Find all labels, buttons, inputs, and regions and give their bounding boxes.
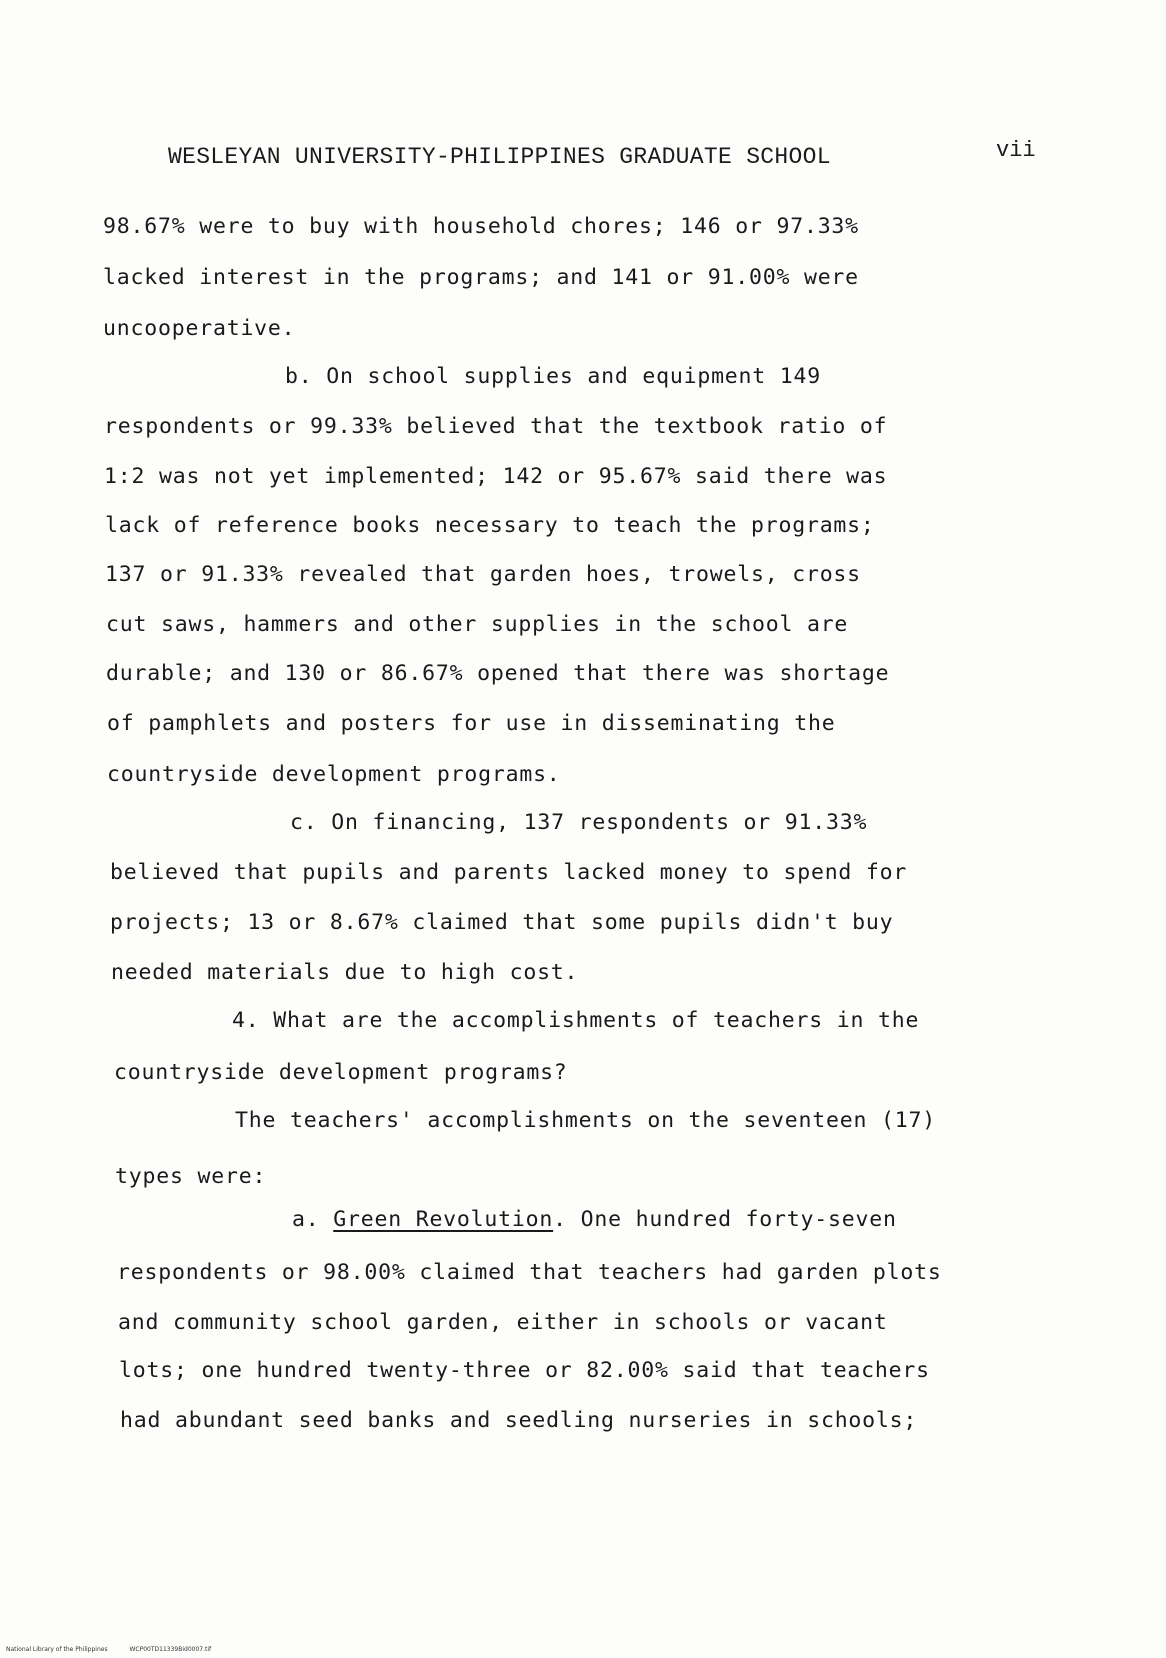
text-line: lacked interest in the programs; and 141 or 91.00% were bbox=[103, 265, 859, 290]
text-line: of pamphlets and posters for use in disseminating the bbox=[107, 711, 836, 736]
text-line: 1:2 was not yet implemented; 142 or 95.67% said there was bbox=[104, 464, 888, 489]
green-revolution-line bbox=[292, 1207, 897, 1232]
text-line: countryside development programs. bbox=[107, 762, 561, 787]
page-header bbox=[168, 138, 1048, 178]
text-line: uncooperative. bbox=[103, 316, 296, 341]
text-line: 4. What are the accomplishments of teachers in the bbox=[232, 1008, 920, 1033]
text-line: lack of reference books necessary to teach the programs; bbox=[105, 513, 875, 538]
text-line: and community school garden, either in schools or vacant bbox=[118, 1310, 888, 1335]
text-line: c. On financing, 137 respondents or 91.33% bbox=[290, 810, 868, 835]
page-number: vii bbox=[996, 138, 1036, 163]
text-line: lots; one hundred twenty-three or 82.00% said that teachers bbox=[119, 1358, 930, 1383]
green-revolution-rest: . One hundred forty-seven bbox=[553, 1207, 897, 1232]
text-line: 98.67% were to buy with household chores; 146 or 97.33% bbox=[103, 214, 859, 239]
text-line: The teachers' accomplishments on the seventeen (17) bbox=[235, 1108, 936, 1133]
text-line: needed materials due to high cost. bbox=[111, 960, 579, 985]
text-line: durable; and 130 or 86.67% opened that there was shortage bbox=[106, 661, 890, 686]
header-title: WESLEYAN UNIVERSITY-PHILIPPINES GRADUATE SCHOOL bbox=[168, 144, 831, 170]
text-line: types were: bbox=[115, 1164, 267, 1189]
library-credit: National Library of the Philippines bbox=[6, 1646, 108, 1653]
text-line: projects; 13 or 8.67% claimed that some pupils didn't buy bbox=[110, 910, 894, 935]
green-revolution-heading: Green Revolution bbox=[333, 1207, 554, 1232]
text-line: believed that pupils and parents lacked money to spend for bbox=[110, 860, 908, 885]
text-line: cut saws, hammers and other supplies in the school are bbox=[106, 612, 849, 637]
text-line: 137 or 91.33% revealed that garden hoes, trowels, cross bbox=[105, 562, 861, 587]
file-id: WCP00TD11339Bid0007.tif bbox=[129, 1646, 212, 1653]
scan-footer bbox=[6, 1646, 231, 1653]
text-line: had abundant seed banks and seedling nurseries in schools; bbox=[120, 1408, 918, 1433]
text-line: b. On school supplies and equipment 149 bbox=[285, 364, 822, 389]
text-line: respondents or 99.33% believed that the textbook ratio of bbox=[104, 414, 888, 439]
item-marker: a. bbox=[292, 1207, 334, 1232]
text-line: respondents or 98.00% claimed that teachers had garden plots bbox=[117, 1260, 942, 1285]
text-line: countryside development programs? bbox=[114, 1060, 568, 1085]
